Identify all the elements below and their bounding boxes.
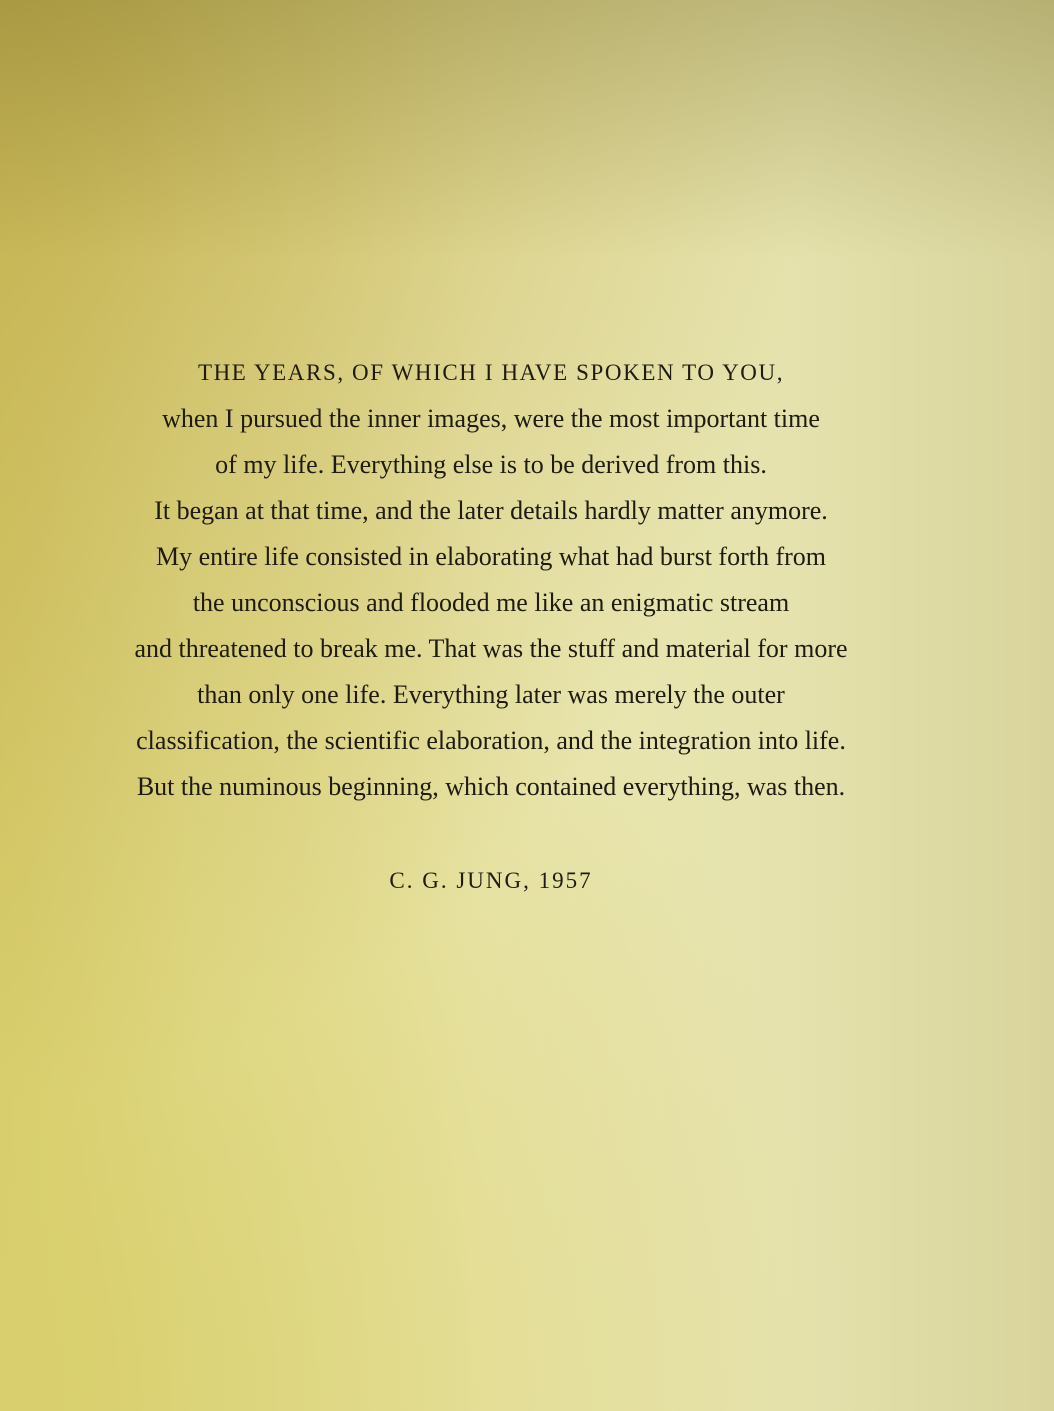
quote-line: when I pursued the inner images, were the most important time	[162, 404, 820, 433]
quote-line: and threatened to break me. That was the stuff and material for more	[134, 634, 848, 663]
epigraph-block	[0, 350, 1054, 904]
quote-line: It began at that time, and the later details hardly matter anymore.	[154, 496, 828, 525]
quote-line: But the numinous beginning, which contained everything, was then.	[136, 772, 846, 801]
quote-line: than only one life. Everything later was merely the outer	[197, 680, 785, 709]
quote-line: My entire life consisted in elaborating what had burst forth from	[155, 542, 827, 571]
quote-line: the unconscious and flooded me like an enigmatic stream	[192, 588, 790, 617]
epigraph-heading: THE YEARS, OF WHICH I HAVE SPOKEN TO YOU,	[197, 360, 785, 385]
page-shading	[0, 0, 1054, 260]
quote-line: of my life. Everything else is to be derived from this.	[215, 450, 767, 479]
quote-line: classification, the scientific elaboration, and the integration into life.	[136, 726, 846, 755]
attribution: C. G. JUNG, 1957	[389, 868, 593, 893]
